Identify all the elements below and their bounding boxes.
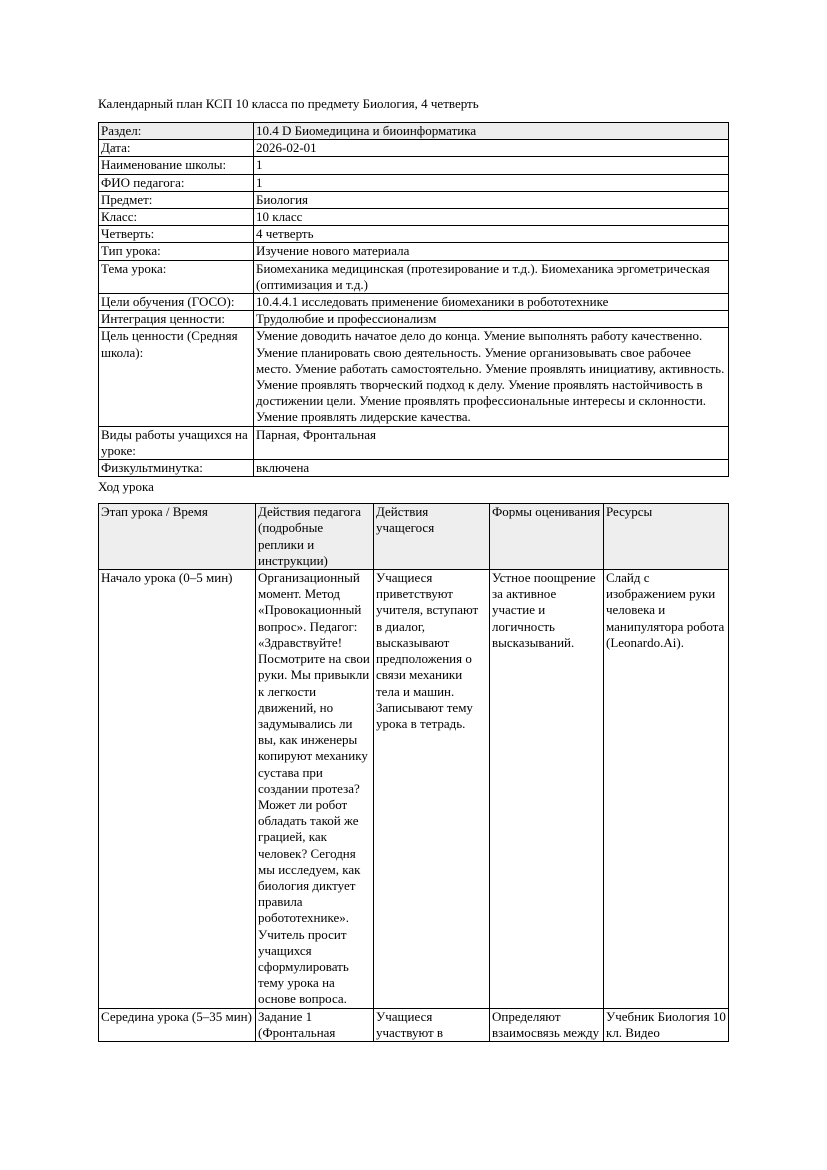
- lesson-info-table: [98, 122, 729, 477]
- info-value-cell: 10.4.4.1 исследовать применение биомеханики в робототехнике: [254, 294, 729, 311]
- info-value-cell: Парная, Фронтальная: [254, 426, 729, 459]
- lesson-student-cell: Учащиеся приветствуют учителя, вступают в диалог, высказывают предположения о связи механики тела и машин. Записывают тему урока в тетрадь.: [374, 570, 490, 1008]
- lesson-teacher-cell: Задание 1 (Фронтальная: [256, 1008, 374, 1041]
- info-value-cell: Биология: [254, 191, 729, 208]
- info-row: [99, 226, 729, 243]
- info-row: [99, 243, 729, 260]
- info-label-cell: Тип урока:: [99, 243, 254, 260]
- info-row: [99, 140, 729, 157]
- info-row: [99, 311, 729, 328]
- info-label-cell: Класс:: [99, 209, 254, 226]
- info-value-cell: Биомеханика медицинская (протезирование и т.д.). Биомеханика эргометрическая (оптимизация и т.д.): [254, 260, 729, 293]
- info-value-cell: 1: [254, 174, 729, 191]
- lesson-header-cell-student: Действия учащегося: [374, 504, 490, 570]
- lesson-row-start: [99, 570, 729, 1008]
- info-label-cell: Раздел:: [99, 123, 254, 140]
- lesson-header-cell-resources: Ресурсы: [604, 504, 729, 570]
- lesson-student-cell: Учащиеся участвуют в: [374, 1008, 490, 1041]
- lesson-course-table: [98, 503, 729, 1042]
- info-row: [99, 157, 729, 174]
- info-value-cell: 10 класс: [254, 209, 729, 226]
- info-value-cell: 2026-02-01: [254, 140, 729, 157]
- info-label-cell: Предмет:: [99, 191, 254, 208]
- section-heading: Ход урока: [98, 479, 154, 495]
- lesson-stage-cell: Середина урока (5–35 мин): [99, 1008, 256, 1041]
- info-value-cell: включена: [254, 460, 729, 477]
- lesson-row-middle: [99, 1008, 729, 1041]
- lesson-resources-cell: Слайд с изображением руки человека и манипулятора робота (Leonardo.Ai).: [604, 570, 729, 1008]
- info-value-cell: 4 четверть: [254, 226, 729, 243]
- lesson-teacher-cell: Организационный момент. Метод «Провокационный вопрос». Педагог: «Здравствуйте! Посмотрите на свои руки. Мы привыкли к легкости движений, но задумывались ли вы, как инженеры копируют механику сустава при создании протеза? Может ли робот обладать такой же грацией, как человек? Сегодня мы исследуем, как биология диктует правила робототехнике». Учитель просит учащихся сформулировать тему урока на основе вопроса.: [256, 570, 374, 1008]
- info-row: [99, 191, 729, 208]
- document-title: Календарный план КСП 10 класса по предмету Биология, 4 четверть: [98, 96, 479, 111]
- info-label-cell: Четверть:: [99, 226, 254, 243]
- lesson-header-cell-assessment: Формы оценивания: [490, 504, 604, 570]
- info-label-cell: Виды работы учащихся на уроке:: [99, 426, 254, 459]
- info-row: [99, 174, 729, 191]
- info-row: [99, 328, 729, 426]
- info-value-cell: 10.4 D Биомедицина и биоинформатика: [254, 123, 729, 140]
- lesson-stage-cell: Начало урока (0–5 мин): [99, 570, 256, 1008]
- lesson-assessment-cell: Определяют взаимосвязь между: [490, 1008, 604, 1041]
- info-label-cell: ФИО педагога:: [99, 174, 254, 191]
- document-content: [98, 96, 728, 1042]
- info-label-cell: Наименование школы:: [99, 157, 254, 174]
- info-row: [99, 426, 729, 459]
- info-label-cell: Физкультминутка:: [99, 460, 254, 477]
- lesson-header-row: [99, 504, 729, 570]
- info-row: [99, 209, 729, 226]
- info-label-cell: Интеграция ценности:: [99, 311, 254, 328]
- info-row: [99, 294, 729, 311]
- info-label-cell: Тема урока:: [99, 260, 254, 293]
- lesson-header-cell-stage: Этап урока / Время: [99, 504, 256, 570]
- info-value-cell: 1: [254, 157, 729, 174]
- info-value-cell: Изучение нового материала: [254, 243, 729, 260]
- info-label-cell: Цели обучения (ГОСО):: [99, 294, 254, 311]
- info-label-cell: Цель ценности (Средняя школа):: [99, 328, 254, 426]
- info-value-cell: Трудолюбие и профессионализм: [254, 311, 729, 328]
- lesson-assessment-cell: Устное поощрение за активное участие и логичность высказываний.: [490, 570, 604, 1008]
- info-row: [99, 260, 729, 293]
- lesson-header-cell-teacher: Действия педагога (подробные реплики и инструкции): [256, 504, 374, 570]
- lesson-resources-cell: Учебник Биология 10 кл. Видео: [604, 1008, 729, 1041]
- info-row: [99, 460, 729, 477]
- info-value-cell: Умение доводить начатое дело до конца. Умение выполнять работу качественно. Умение планировать свою деятельность. Умение организовывать свое рабочее место. Умение работать самостоятельно. Умение проявлять инициативу, активность. Умение проявлять творческий подход к делу. Умение проявлять настойчивость в достижении цели. Умение проявлять профессиональные интересы и склонности. Умение проявлять лидерские качества.: [254, 328, 729, 426]
- info-row: [99, 123, 729, 140]
- info-label-cell: Дата:: [99, 140, 254, 157]
